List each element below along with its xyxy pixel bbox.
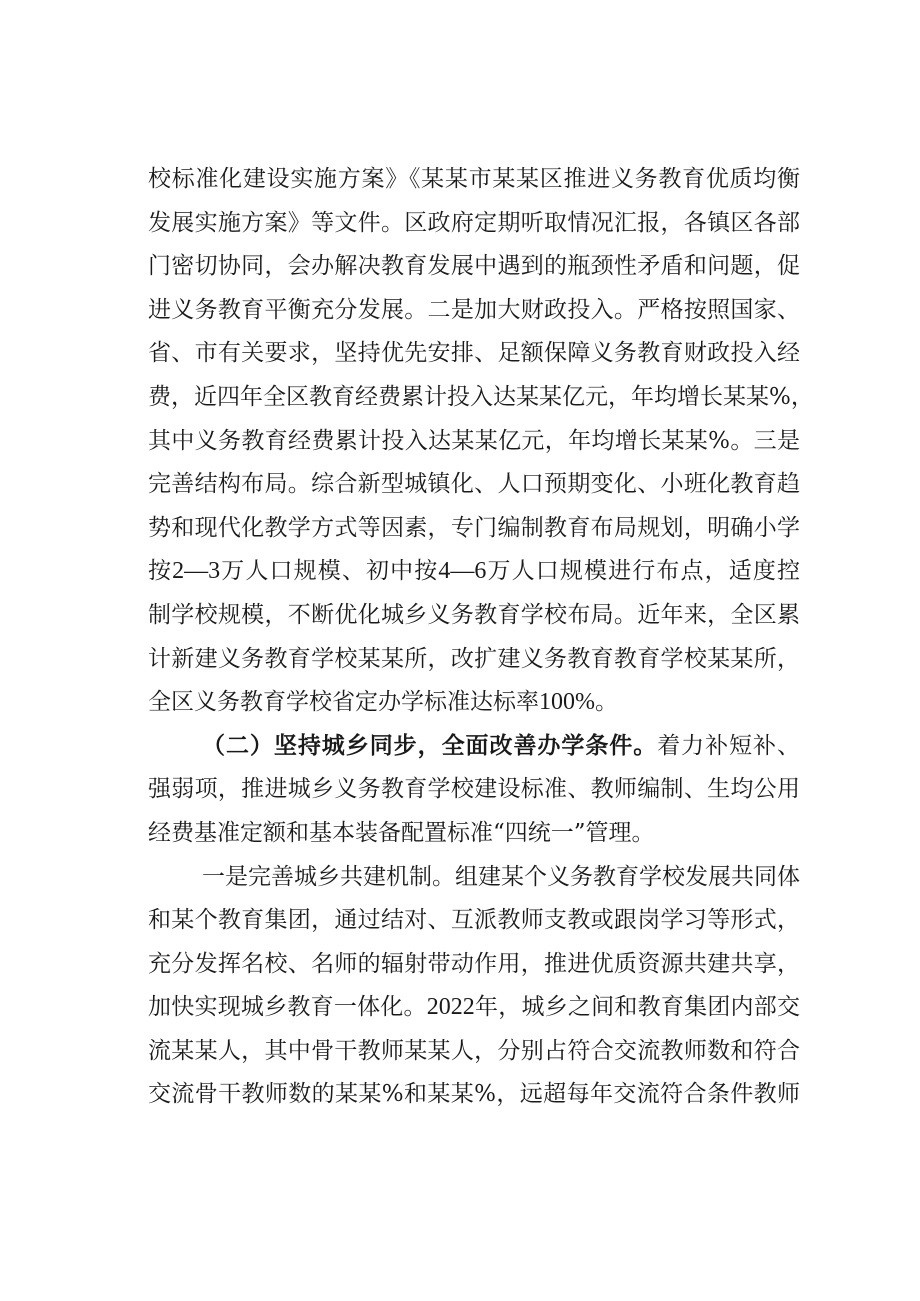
text-line <box>148 289 800 333</box>
text-line <box>148 245 800 289</box>
text-segment: 校标准化建设实施方案》《某某市某某区推进义务教育优质均衡 <box>148 166 800 192</box>
text-segment: 门密切协同，会办解决教育发展中遇到的瓶颈性矛盾和问题，促 <box>148 253 800 280</box>
text-segment: 势和现代化教学方式等因素，专门编制教育布局规划，明确小学 <box>148 514 800 541</box>
number-text: 4—6 <box>438 558 487 585</box>
text-line <box>148 812 800 856</box>
text-line <box>148 202 800 246</box>
text-segment: 年，城乡之间和教育集团内部交 <box>474 994 801 1021</box>
text-segment: 其中义务教育经费累计投入达某某亿元，年均增长某某%。三是 <box>148 427 800 454</box>
text-line <box>148 681 800 725</box>
number-text: 2022 <box>426 994 475 1021</box>
text-segment: 。 <box>595 689 618 716</box>
text-segment: 流某某人，其中骨干教师某某人，分别占符合交流教师数和符合 <box>148 1037 800 1064</box>
section-heading-text: （二）坚持城乡同步，全面改善办学条件。 <box>202 732 658 759</box>
text-segment: 全区义务教育学校省定办学标准达标率 <box>148 689 539 716</box>
paragraph-p3-mechanism <box>148 856 800 1118</box>
text-segment: 万人口规模、初中按 <box>220 558 439 585</box>
text-segment: 制学校规模，不断优化城乡义务教育学校布局。近年来，全区累 <box>148 601 800 628</box>
paragraph-p2-section-two <box>148 725 800 856</box>
text-line <box>148 943 800 987</box>
text-segment: 一是完善城乡共建机制。组建某个义务教育学校发展共同体 <box>202 863 800 890</box>
text-segment: 强弱项，推进城乡义务教育学校建设标准、教师编制、生均公用 <box>148 776 800 803</box>
text-segment: 加快实现城乡教育一体化。 <box>148 994 427 1021</box>
text-line <box>148 158 800 202</box>
text-segment: 完善结构布局。综合新型城镇化、人口预期变化、小班化教育趋 <box>148 471 800 498</box>
text-segment: 着力补短补、 <box>657 732 801 759</box>
text-line <box>148 1030 800 1074</box>
text-line <box>148 986 800 1030</box>
text-segment: 按 <box>148 558 173 585</box>
text-line <box>148 420 800 464</box>
text-line <box>148 376 814 420</box>
text-segment: 发展实施方案》等文件。区政府定期听取情况汇报，各镇区各部 <box>148 209 800 236</box>
number-text: 100% <box>539 689 595 716</box>
text-line <box>148 1073 800 1117</box>
text-line <box>148 638 800 682</box>
text-segment: 交流骨干教师数的某某%和某某%，远超每年交流符合条件教师 <box>148 1081 800 1108</box>
text-segment: 进义务教育平衡充分发展。二是加大财政投入。严格按照国家、 <box>148 296 800 323</box>
text-line <box>148 899 800 943</box>
body-text <box>148 158 814 1117</box>
text-line <box>148 725 800 769</box>
text-segment: 经费基准定额和基本装备配置标准“四统一”管理。 <box>148 819 655 846</box>
text-line <box>148 332 800 376</box>
number-text: 2—3 <box>172 558 221 585</box>
text-segment: 省、市有关要求，坚持优先安排、足额保障义务教育财政投入经 <box>148 340 800 367</box>
text-segment: 费，近四年全区教育经费累计投入达某某亿元，年均增长某某%， <box>148 383 814 410</box>
text-segment: 充分发挥名校、名师的辐射带动作用，推进优质资源共建共享， <box>148 950 800 977</box>
text-line <box>148 856 800 900</box>
text-segment: 万人口规模进行布点，适度控 <box>486 558 800 585</box>
text-line <box>148 507 800 551</box>
text-line <box>148 463 800 507</box>
text-line <box>148 768 800 812</box>
text-segment: 和某个教育集团，通过结对、互派教师支教或跟岗学习等形式， <box>148 907 800 934</box>
paragraph-p1-continued <box>148 158 814 725</box>
text-segment: 计新建义务教育学校某某所，改扩建义务教育教育学校某某所， <box>148 645 800 672</box>
text-line <box>148 550 800 594</box>
text-line <box>148 594 800 638</box>
